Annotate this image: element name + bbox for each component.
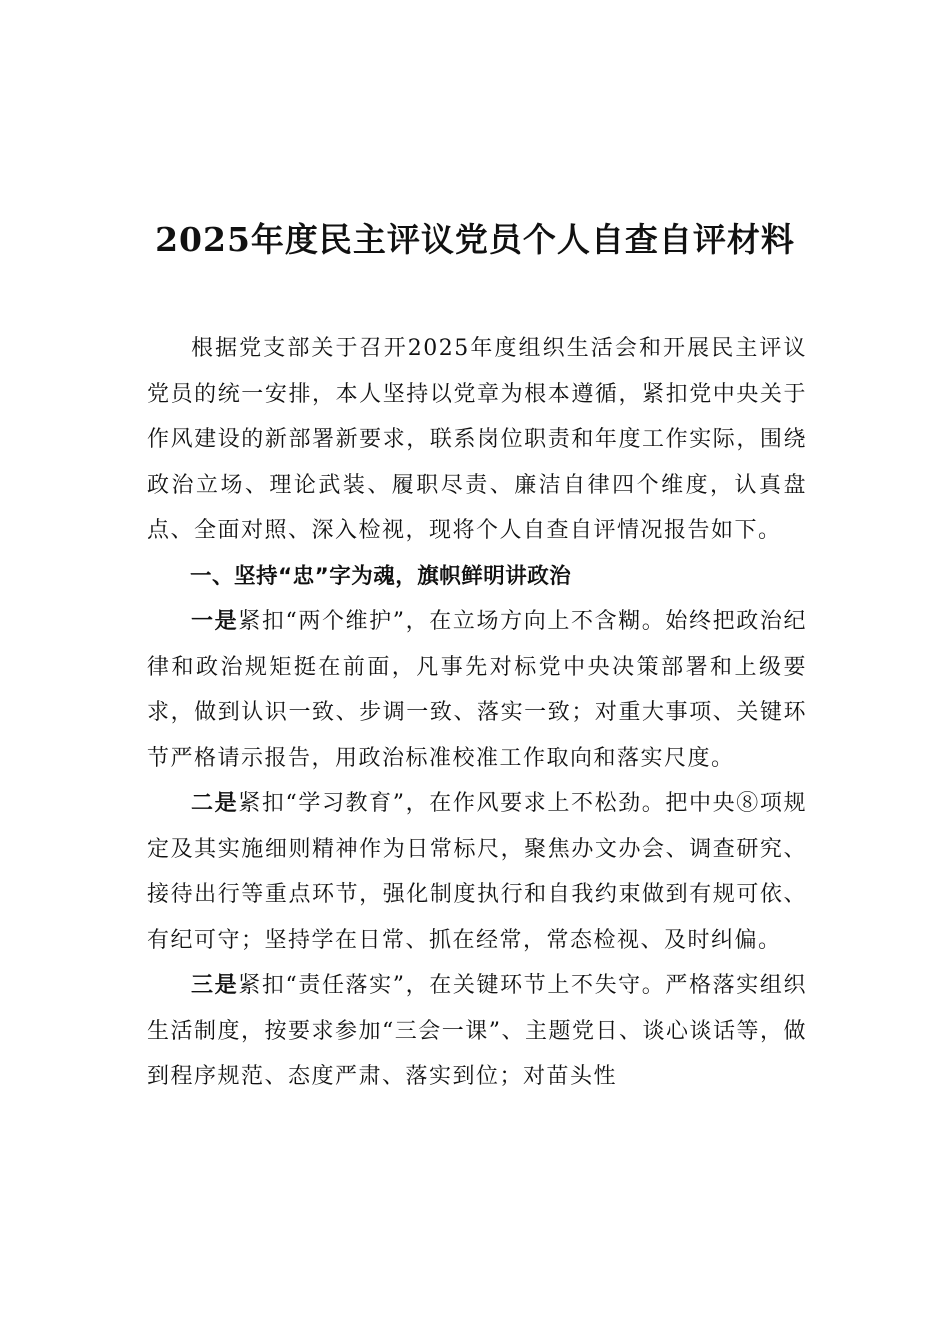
point-text-3: 紧扣“责任落实”，在关键环节上不失守。严格落实组织生活制度，按要求参加“三会一课”、主题党日、谈心谈话等，做到程序规范、态度严肃、落实到位；对苗头性 bbox=[147, 973, 807, 1089]
point-lead-1: 一是 bbox=[191, 608, 239, 634]
document-body bbox=[147, 326, 807, 1100]
point-paragraph-1 bbox=[147, 599, 807, 781]
point-lead-3: 三是 bbox=[191, 972, 239, 998]
intro-paragraph: 根据党支部关于召开2025年度组织生活会和开展民主评议党员的统一安排，本人坚持以党章为根本遵循，紧扣党中央关于作风建设的新部署新要求，联系岗位职责和年度工作实际，围绕政治立场、理论武装、履职尽责、廉洁自律四个维度，认真盘点、全面对照、深入检视，现将个人自查自评情况报告如下。 bbox=[147, 336, 807, 543]
point-paragraph-3 bbox=[147, 963, 807, 1100]
point-lead-2: 二是 bbox=[191, 790, 239, 816]
point-paragraph-2 bbox=[147, 781, 807, 963]
point-text-2: 紧扣“学习教育”，在作风要求上不松劲。把中央⑧项规定及其实施细则精神作为日常标尺，聚焦办文办会、调查研究、接待出行等重点环节，强化制度执行和自我约束做到有规可依、有纪可守；坚持学在日常、抓在经常，常态检视、及时纠偏。 bbox=[147, 791, 807, 953]
point-text-1: 紧扣“两个维护”，在立场方向上不含糊。始终把政治纪律和政治规矩挺在前面，凡事先对标党中央决策部署和上级要求，做到认识一致、步调一致、落实一致；对重大事项、关键环节严格请示报告，用政治标准校准工作取向和落实尺度。 bbox=[147, 609, 807, 771]
document-title: 2025年度民主评议党员个人自查自评材料 bbox=[155, 220, 795, 260]
section-heading-1: 一、坚持“忠”字为魂，旗帜鲜明讲政治 bbox=[190, 563, 572, 589]
